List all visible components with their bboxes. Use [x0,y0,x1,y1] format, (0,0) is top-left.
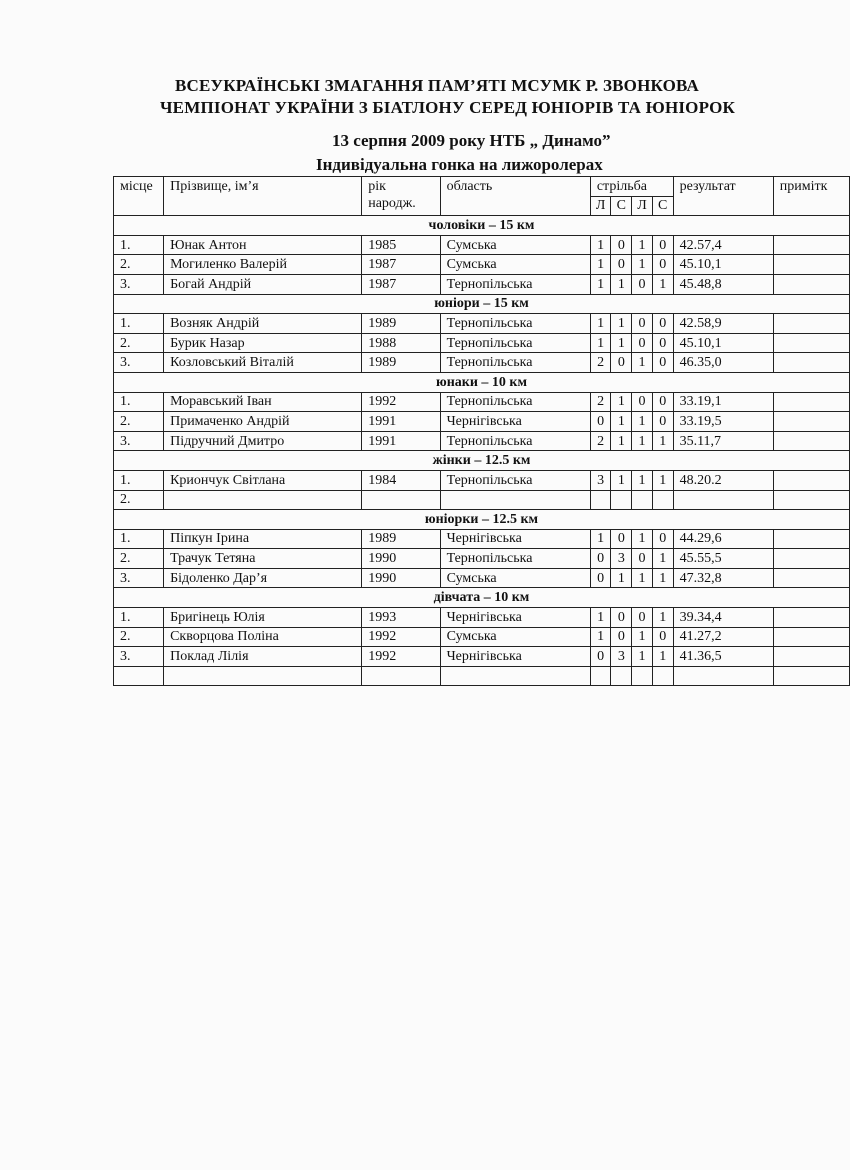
region-cell: Сумська [440,627,590,647]
note-cell [773,353,849,373]
note-cell [773,647,849,667]
athlete-name-cell: Бурик Назар [164,333,362,353]
region-cell: Тернопільська [440,353,590,373]
result-cell: 47.32,8 [673,568,773,588]
shoot-cell-2: 0 [611,608,632,628]
table-row [114,353,850,373]
athlete-name-cell: Підручний Дмитро [164,431,362,451]
section-row [114,372,850,392]
header-place: місце [114,177,164,216]
section-title: дівчата – 10 км [114,588,850,608]
note-cell [773,235,849,255]
header-name: Прізвище, ім’я [164,177,362,216]
section-row [114,216,850,236]
place-cell: 1. [114,608,164,628]
athlete-name-cell: Скворцова Поліна [164,627,362,647]
shoot-cell-3: 1 [632,412,653,432]
shoot-cell-3: 0 [632,392,653,412]
place-cell: 3. [114,647,164,667]
shoot-cell-3: 0 [632,608,653,628]
shoot-cell-2: 1 [611,392,632,412]
shoot-cell-4: 0 [652,412,673,432]
table-row [114,627,850,647]
shoot-cell-3: 1 [632,431,653,451]
shoot-cell-2: 1 [611,314,632,334]
shoot-cell-2: 0 [611,255,632,275]
shoot-cell-1: 1 [590,235,611,255]
shoot-cell-3: 1 [632,529,653,549]
shoot-cell-2: 0 [611,529,632,549]
result-cell: 33.19,5 [673,412,773,432]
athlete-name-cell: Поклад Лілія [164,647,362,667]
table-row [114,608,850,628]
shoot-cell-1: 2 [590,353,611,373]
athlete-name-cell: Криончук Світлана [164,470,362,490]
note-cell [773,274,849,294]
birth-year-cell: 1991 [362,412,440,432]
shoot-cell-3: 0 [632,549,653,569]
note-cell [773,568,849,588]
region-cell: Чернігівська [440,608,590,628]
athlete-name-cell: Бідоленко Дар’я [164,568,362,588]
result-cell: 33.19,1 [673,392,773,412]
shoot-cell-3: 1 [632,353,653,373]
place-cell: 3. [114,431,164,451]
section-title: юнаки – 10 км [114,372,850,392]
athlete-name-cell [164,666,362,686]
header-note: примітк [773,177,849,216]
birth-year-cell: 1988 [362,333,440,353]
shoot-cell-1 [590,666,611,686]
shoot-cell-3 [632,490,653,510]
note-cell [773,255,849,275]
shoot-cell-4 [652,490,673,510]
header-shoot-3: Л [632,196,653,216]
shoot-cell-1: 1 [590,333,611,353]
birth-year-cell: 1992 [362,627,440,647]
shoot-cell-2: 1 [611,431,632,451]
region-cell: Чернігівська [440,412,590,432]
shoot-cell-4 [652,666,673,686]
table-row [114,470,850,490]
birth-year-cell: 1989 [362,314,440,334]
region-cell: Сумська [440,255,590,275]
shoot-cell-4: 1 [652,549,673,569]
table-row [114,666,850,686]
shoot-cell-2: 0 [611,627,632,647]
birth-year-cell [362,666,440,686]
birth-year-cell: 1991 [362,431,440,451]
shoot-cell-4: 0 [652,529,673,549]
shoot-cell-4: 0 [652,353,673,373]
result-cell: 42.58,9 [673,314,773,334]
table-row [114,255,850,275]
place-cell: 2. [114,255,164,275]
region-cell: Тернопільська [440,333,590,353]
header-result: результат [673,177,773,216]
shoot-cell-2 [611,666,632,686]
table-row [114,549,850,569]
header-year-line-2: народж. [368,196,416,211]
shoot-cell-2: 1 [611,568,632,588]
region-cell: Сумська [440,568,590,588]
shoot-cell-3: 1 [632,568,653,588]
section-row [114,588,850,608]
header-shooting: стрільба [590,177,673,197]
shoot-cell-3: 0 [632,314,653,334]
section-title: юніори – 15 км [114,294,850,314]
title-line-2: ЧЕМПІОНАТ УКРАЇНИ З БІАТЛОНУ СЕРЕД ЮНІОРІВ ТА ЮНІОРОК [160,98,736,117]
birth-year-cell: 1985 [362,235,440,255]
section-title: жінки – 12.5 км [114,451,850,471]
athlete-name-cell: Могиленко Валерій [164,255,362,275]
birth-year-cell: 1984 [362,470,440,490]
shoot-cell-3 [632,666,653,686]
place-cell: 1. [114,235,164,255]
date-line: 13 серпня 2009 року НТБ „ Динамо” [332,131,611,150]
shoot-cell-4: 1 [652,274,673,294]
place-cell: 2. [114,333,164,353]
region-cell: Сумська [440,235,590,255]
shoot-cell-1: 0 [590,647,611,667]
table-row [114,647,850,667]
region-cell: Тернопільська [440,314,590,334]
region-cell: Тернопільська [440,470,590,490]
birth-year-cell: 1990 [362,568,440,588]
note-cell [773,470,849,490]
table-row [114,568,850,588]
note-cell [773,314,849,334]
header-year [362,177,440,216]
birth-year-cell [362,490,440,510]
section-row [114,510,850,530]
result-cell: 46.35,0 [673,353,773,373]
birth-year-cell: 1987 [362,274,440,294]
shoot-cell-1: 2 [590,392,611,412]
table-row [114,274,850,294]
shoot-cell-4: 1 [652,647,673,667]
shoot-cell-4: 0 [652,235,673,255]
athlete-name-cell: Бригінець Юлія [164,608,362,628]
shoot-cell-3: 1 [632,470,653,490]
shoot-cell-2: 1 [611,274,632,294]
place-cell: 1. [114,470,164,490]
note-cell [773,392,849,412]
note-cell [773,490,849,510]
shoot-cell-1: 3 [590,470,611,490]
note-cell [773,412,849,432]
shoot-cell-4: 0 [652,392,673,412]
note-cell [773,549,849,569]
place-cell [114,666,164,686]
header-year-line-1: рік [368,179,386,194]
shoot-cell-4: 1 [652,608,673,628]
place-cell: 2. [114,412,164,432]
note-cell [773,627,849,647]
shoot-cell-2: 3 [611,647,632,667]
region-cell: Чернігівська [440,647,590,667]
shoot-cell-2: 0 [611,235,632,255]
athlete-name-cell: Примаченко Андрій [164,412,362,432]
shoot-cell-4: 1 [652,568,673,588]
header-shoot-1: Л [590,196,611,216]
result-cell: 42.57,4 [673,235,773,255]
shoot-cell-1: 1 [590,529,611,549]
table-row [114,431,850,451]
place-cell: 2. [114,490,164,510]
table-row [114,529,850,549]
region-cell [440,490,590,510]
shoot-cell-1: 0 [590,568,611,588]
note-cell [773,666,849,686]
athlete-name-cell: Возняк Андрій [164,314,362,334]
section-title: чоловіки – 15 км [114,216,850,236]
result-cell: 44.29,6 [673,529,773,549]
shoot-cell-4: 0 [652,627,673,647]
region-cell: Чернігівська [440,529,590,549]
header-shoot-4: С [652,196,673,216]
athlete-name-cell: Моравський Іван [164,392,362,412]
result-cell: 48.20.2 [673,470,773,490]
shoot-cell-4: 0 [652,255,673,275]
table-row [114,314,850,334]
result-cell: 45.55,5 [673,549,773,569]
shoot-cell-1: 1 [590,274,611,294]
place-cell: 2. [114,627,164,647]
shoot-cell-1: 1 [590,314,611,334]
header-shoot-2: С [611,196,632,216]
birth-year-cell: 1989 [362,529,440,549]
shoot-cell-2: 3 [611,549,632,569]
shoot-cell-3: 1 [632,255,653,275]
place-cell: 1. [114,314,164,334]
shoot-cell-1: 1 [590,608,611,628]
place-cell: 1. [114,392,164,412]
result-cell [673,490,773,510]
result-cell: 45.48,8 [673,274,773,294]
athlete-name-cell: Козловський Віталій [164,353,362,373]
shoot-cell-3: 0 [632,274,653,294]
shoot-cell-4: 1 [652,431,673,451]
birth-year-cell: 1992 [362,647,440,667]
birth-year-cell: 1990 [362,549,440,569]
result-cell [673,666,773,686]
shoot-cell-3: 0 [632,333,653,353]
table-row [114,412,850,432]
title-line-1: ВСЕУКРАЇНСЬКІ ЗМАГАННЯ ПАМ’ЯТІ МСУМК Р. ЗВОНКОВА [175,76,699,95]
result-cell: 45.10,1 [673,333,773,353]
note-cell [773,608,849,628]
shoot-cell-1: 2 [590,431,611,451]
birth-year-cell: 1992 [362,392,440,412]
table-row [114,392,850,412]
athlete-name-cell: Трачук Тетяна [164,549,362,569]
shoot-cell-2: 1 [611,333,632,353]
header-row [114,177,850,197]
shoot-cell-2: 0 [611,353,632,373]
athlete-name-cell: Богай Андрій [164,274,362,294]
birth-year-cell: 1989 [362,353,440,373]
race-line: Індивідуальна гонка на лижоролерах [316,155,603,174]
shoot-cell-4: 0 [652,333,673,353]
birth-year-cell: 1987 [362,255,440,275]
athlete-name-cell: Піпкун Ірина [164,529,362,549]
result-cell: 45.10,1 [673,255,773,275]
region-cell: Тернопільська [440,274,590,294]
shoot-cell-1: 1 [590,255,611,275]
section-row [114,451,850,471]
place-cell: 3. [114,568,164,588]
table-row [114,235,850,255]
athlete-name-cell: Юнак Антон [164,235,362,255]
birth-year-cell: 1993 [362,608,440,628]
shoot-cell-4: 1 [652,470,673,490]
section-title: юніорки – 12.5 км [114,510,850,530]
region-cell [440,666,590,686]
region-cell: Тернопільська [440,392,590,412]
table-row [114,333,850,353]
section-row [114,294,850,314]
place-cell: 3. [114,353,164,373]
result-cell: 41.27,2 [673,627,773,647]
place-cell: 3. [114,274,164,294]
shoot-cell-1: 0 [590,412,611,432]
header-region: область [440,177,590,216]
note-cell [773,333,849,353]
shoot-cell-2 [611,490,632,510]
table-row [114,490,850,510]
shoot-cell-1 [590,490,611,510]
region-cell: Тернопільська [440,431,590,451]
athlete-name-cell [164,490,362,510]
shoot-cell-3: 1 [632,627,653,647]
shoot-cell-3: 1 [632,235,653,255]
result-cell: 39.34,4 [673,608,773,628]
shoot-cell-4: 0 [652,314,673,334]
shoot-cell-2: 1 [611,470,632,490]
place-cell: 1. [114,529,164,549]
results-table [113,176,850,686]
region-cell: Тернопільська [440,549,590,569]
shoot-cell-3: 1 [632,647,653,667]
note-cell [773,529,849,549]
note-cell [773,431,849,451]
shoot-cell-2: 1 [611,412,632,432]
shoot-cell-1: 1 [590,627,611,647]
result-cell: 41.36,5 [673,647,773,667]
result-cell: 35.11,7 [673,431,773,451]
place-cell: 2. [114,549,164,569]
shoot-cell-1: 0 [590,549,611,569]
